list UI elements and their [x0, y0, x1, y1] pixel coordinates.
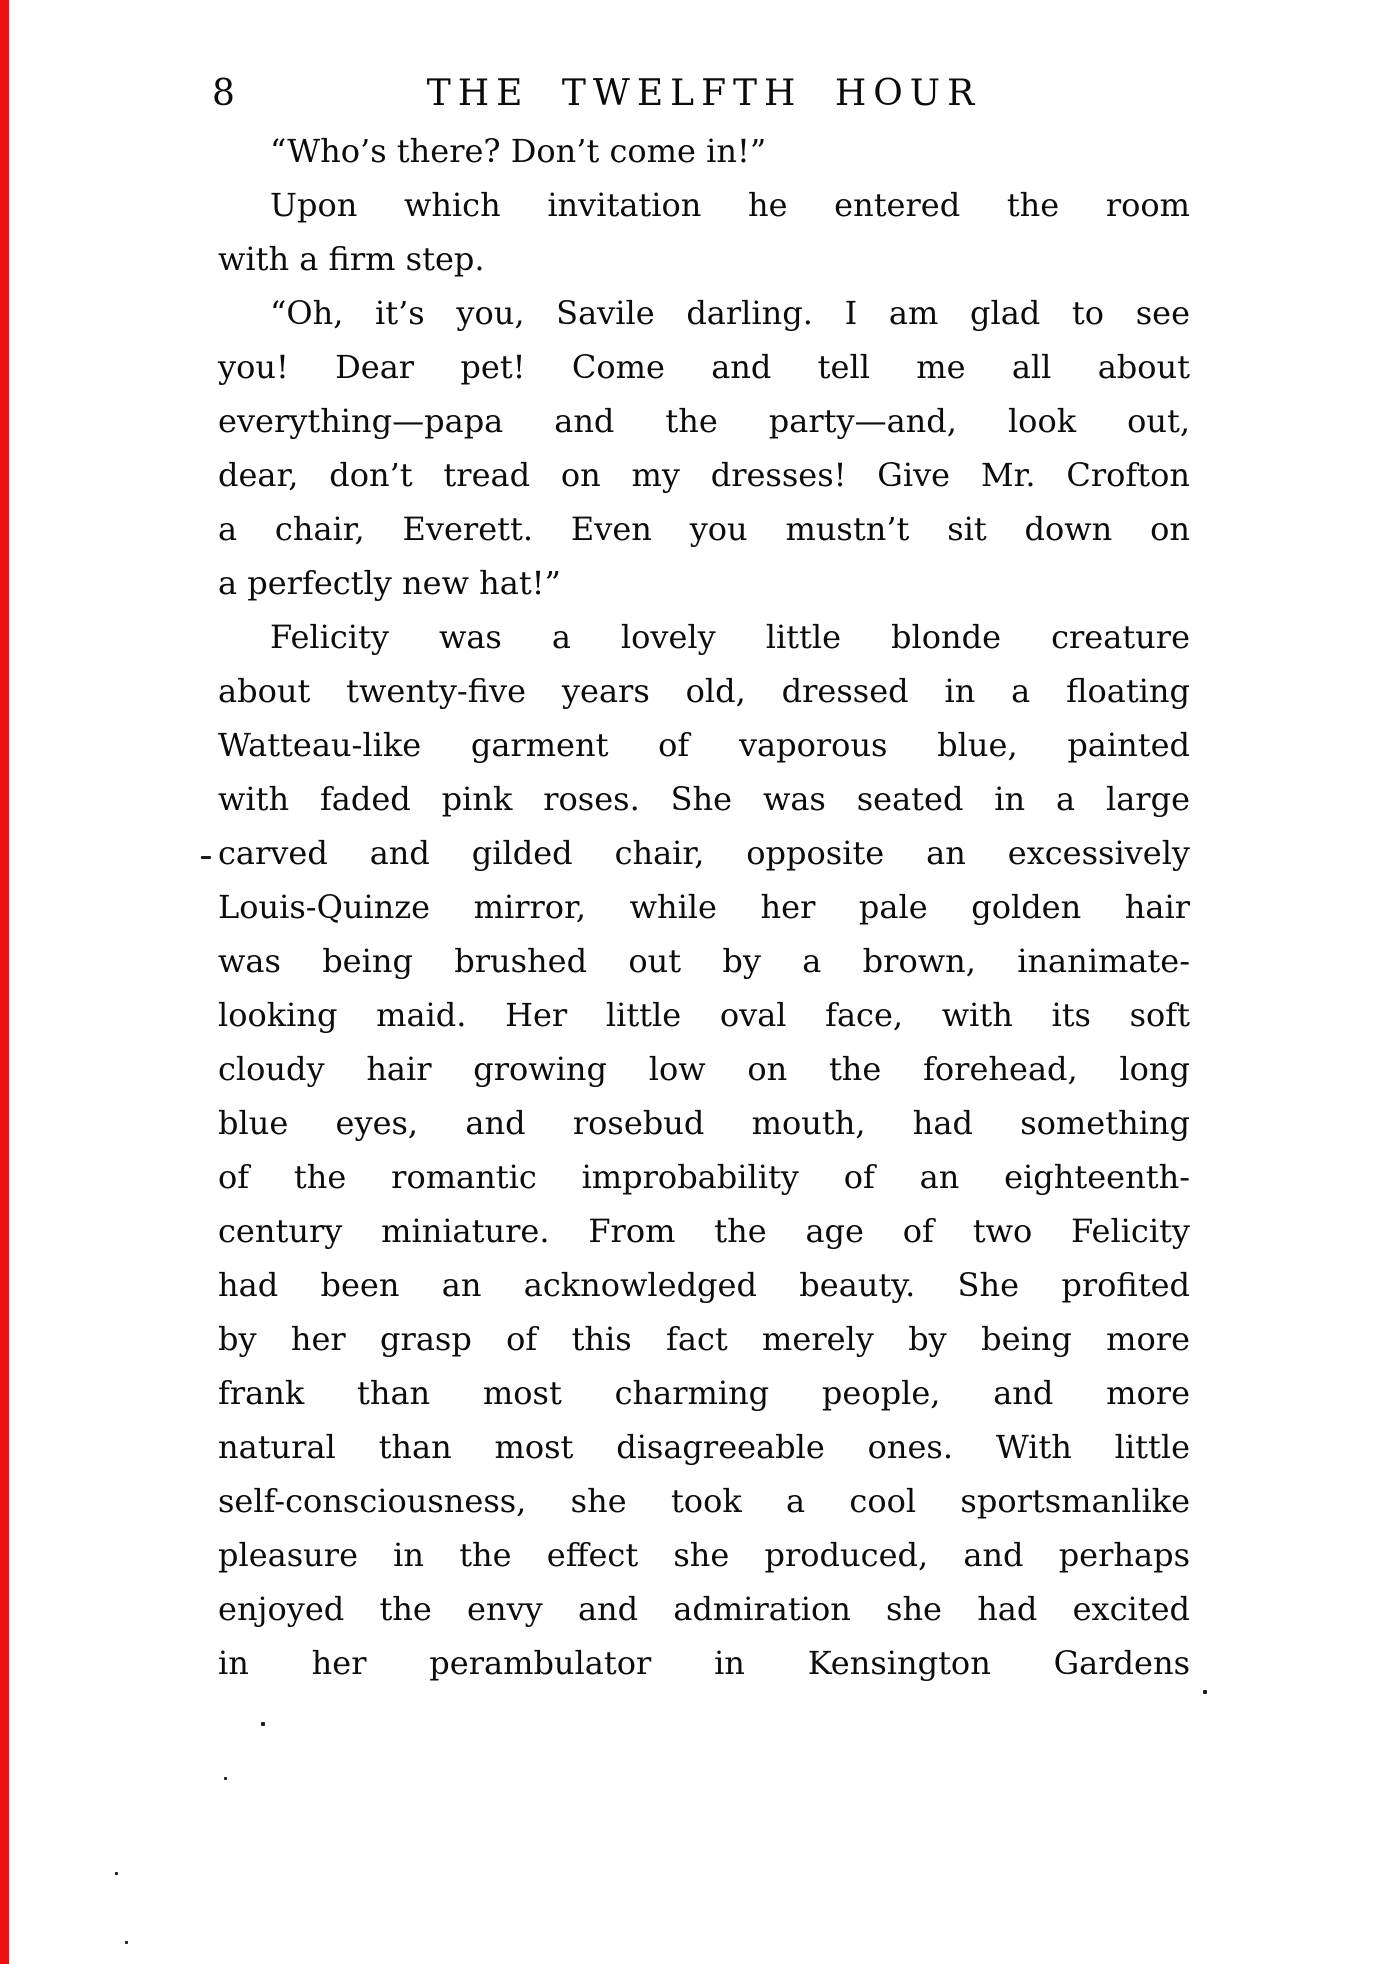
- scan-ink-speck: [261, 1722, 265, 1726]
- text-line: about twenty-five years old, dressed in a floating: [218, 672, 1190, 710]
- text-line: cloudy hair growing low on the forehead, long: [218, 1050, 1190, 1088]
- text-line: century miniature. From the age of two Felicity: [218, 1212, 1190, 1250]
- text-line: looking maid. Her little oval face, with its soft: [218, 996, 1190, 1034]
- text-line: was being brushed out by a brown, inanimate-: [218, 942, 1190, 980]
- scan-ink-speck: [224, 1777, 227, 1780]
- text-line: enjoyed the envy and admiration she had excited: [218, 1590, 1190, 1628]
- text-line: of the romantic improbability of an eighteenth-: [218, 1158, 1190, 1196]
- text-line: by her grasp of this fact merely by being more: [218, 1320, 1190, 1358]
- running-header: [212, 72, 1190, 116]
- text-line: Watteau-like garment of vaporous blue, painted: [218, 726, 1190, 764]
- paragraph: [218, 610, 1190, 1690]
- text-line: with faded pink roses. She was seated in a large: [218, 780, 1190, 818]
- text-line: everything—papa and the party—and, look out,: [218, 402, 1190, 440]
- running-header-title: THE TWELFTH HOUR: [426, 73, 982, 114]
- text-line: Felicity was a lovely little blonde creature: [270, 618, 1190, 656]
- paragraph: [218, 286, 1190, 610]
- text-line: you! Dear pet! Come and tell me all about: [218, 348, 1190, 386]
- text-line: “Who’s there? Don’t come in!”: [270, 132, 767, 170]
- text-line: a chair, Everett. Even you mustn’t sit down on: [218, 510, 1190, 548]
- text-line: Louis-Quinze mirror, while her pale golden hair: [218, 888, 1190, 926]
- text-line: had been an acknowledged beauty. She profited: [218, 1266, 1190, 1304]
- text-line: carved and gilded chair, opposite an excessively: [218, 834, 1190, 872]
- body-text: [218, 124, 1190, 1690]
- paragraph: [218, 178, 1190, 286]
- text-line: dear, don’t tread on my dresses! Give Mr. Crofton: [218, 456, 1190, 494]
- paragraph: [218, 124, 1190, 178]
- text-line: self-consciousness, she took a cool sportsmanlike: [218, 1482, 1190, 1520]
- text-line: blue eyes, and rosebud mouth, had something: [218, 1104, 1190, 1142]
- text-line: a perfectly new hat!”: [218, 564, 561, 602]
- scan-ink-speck: [115, 1872, 118, 1875]
- scan-ink-speck: [125, 1941, 128, 1944]
- text-line: in her perambulator in Kensington Gardens: [218, 1644, 1190, 1682]
- text-line: with a firm step.: [218, 240, 485, 278]
- text-line: natural than most disagreeable ones. With little: [218, 1428, 1190, 1466]
- text-line: pleasure in the effect she produced, and perhaps: [218, 1536, 1190, 1574]
- text-line: Upon which invitation he entered the room: [270, 186, 1190, 224]
- text-line: frank than most charming people, and more: [218, 1374, 1190, 1412]
- scan-ink-speck: [201, 856, 211, 859]
- left-edge-red-bar: [0, 0, 9, 1964]
- scan-ink-speck: [1203, 1690, 1207, 1694]
- page-number: 8: [212, 73, 235, 114]
- text-line: “Oh, it’s you, Savile darling. I am glad to see: [270, 294, 1190, 332]
